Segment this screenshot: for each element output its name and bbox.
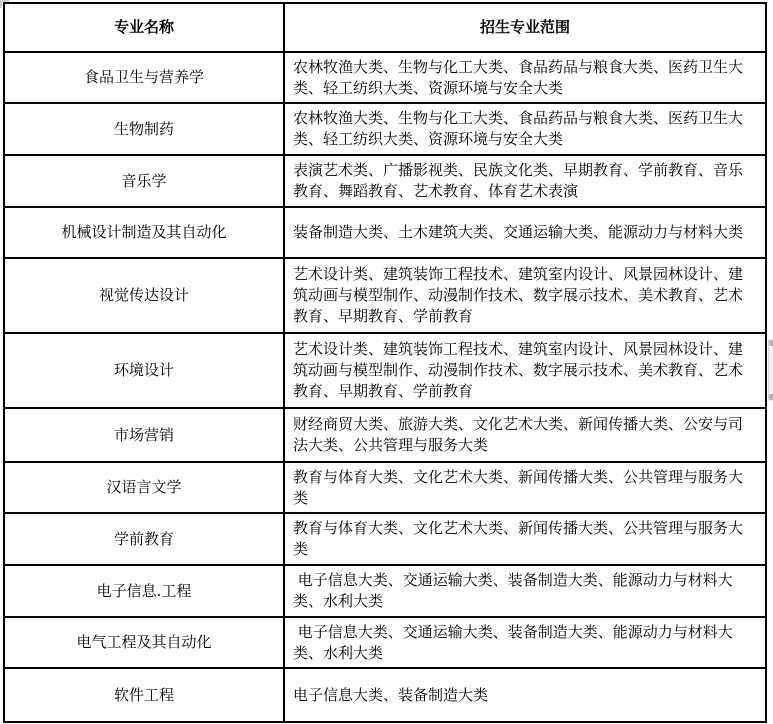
header-scope: 招生专业范围 <box>284 3 766 52</box>
window-edge-artifact <box>0 0 9 8</box>
scope-cell: 电子信息大类、装备制造大类 <box>284 668 766 722</box>
major-cell: 电子信息.工程 <box>4 565 284 617</box>
scope-cell: 电子信息大类、交通运输大类、装备制造大类、能源动力与材料大类、水利大类 <box>284 565 766 617</box>
scope-cell: 农林牧渔大类、生物与化工大类、食品药品与粮食大类、医药卫生大类、轻工纺织大类、资源环境与安全大类 <box>284 103 766 155</box>
scope-cell: 教育与体育大类、文化艺术大类、新闻传播大类、公共管理与服务大类 <box>284 513 766 565</box>
table-header-row <box>4 3 766 52</box>
major-cell: 机械设计制造及其自动化 <box>4 207 284 258</box>
table-row <box>4 207 766 258</box>
major-cell: 软件工程 <box>4 668 284 722</box>
scope-cell: 艺术设计类、建筑装饰工程技术、建筑室内设计、风景园林设计、建筑动画与模型制作、动漫制作技术、数字展示技术、美术教育、艺术教育、早期教育、学前教育 <box>284 258 766 333</box>
table-row <box>4 513 766 565</box>
table-row <box>4 408 766 462</box>
major-cell: 生物制药 <box>4 103 284 155</box>
table-row <box>4 617 766 668</box>
table-row <box>4 333 766 408</box>
table-row <box>4 155 766 207</box>
scope-cell: 财经商贸大类、旅游大类、文化艺术大类、新闻传播大类、公安与司法大类、公共管理与服务大类 <box>284 408 766 462</box>
major-cell: 视觉传达设计 <box>4 258 284 333</box>
admissions-table <box>3 2 767 723</box>
scrollbar-notch-bottom-icon <box>769 394 773 400</box>
table-row <box>4 258 766 333</box>
major-cell: 环境设计 <box>4 333 284 408</box>
scrollbar-notch-top-icon <box>769 340 773 346</box>
scope-cell: 装备制造大类、土木建筑大类、交通运输大类、能源动力与材料大类 <box>284 207 766 258</box>
table-row <box>4 103 766 155</box>
scope-cell: 教育与体育大类、文化艺术大类、新闻传播大类、公共管理与服务大类 <box>284 462 766 513</box>
major-cell: 市场营销 <box>4 408 284 462</box>
header-major: 专业名称 <box>4 3 284 52</box>
scrollbar-thumb[interactable] <box>768 339 773 401</box>
table-row <box>4 462 766 513</box>
table-row <box>4 52 766 103</box>
scope-cell: 表演艺术类、广播影视类、民族文化类、早期教育、学前教育、音乐教育、舞蹈教育、艺术教育、体育艺术表演 <box>284 155 766 207</box>
scope-cell: 电子信息大类、交通运输大类、装备制造大类、能源动力与材料大类、水利大类 <box>284 617 766 668</box>
table-row <box>4 565 766 617</box>
major-cell: 食品卫生与营养学 <box>4 52 284 103</box>
scope-cell: 艺术设计类、建筑装饰工程技术、建筑室内设计、风景园林设计、建筑动画与模型制作、动漫制作技术、数字展示技术、美术教育、艺术教育、早期教育、学前教育 <box>284 333 766 408</box>
scope-cell: 农林牧渔大类、生物与化工大类、食品药品与粮食大类、医药卫生大类、轻工纺织大类、资源环境与安全大类 <box>284 52 766 103</box>
major-cell: 汉语言文学 <box>4 462 284 513</box>
table-row <box>4 668 766 722</box>
major-cell: 电气工程及其自动化 <box>4 617 284 668</box>
major-cell: 学前教育 <box>4 513 284 565</box>
major-cell: 音乐学 <box>4 155 284 207</box>
